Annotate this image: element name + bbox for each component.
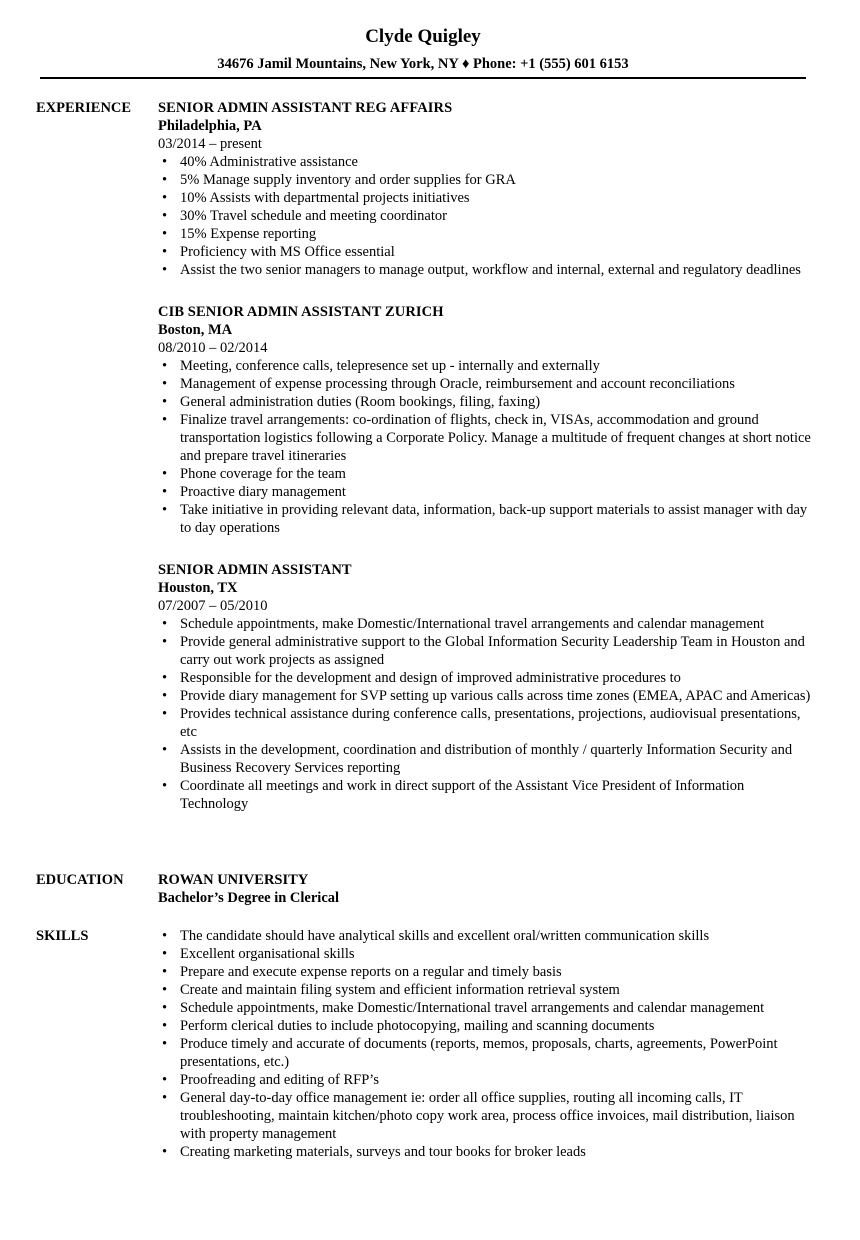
candidate-name: Clyde Quigley — [365, 26, 481, 47]
bullet-item: • General administration duties (Room bookings, filing, faxing) — [158, 393, 814, 411]
degree: Bachelor’s Degree in Clerical — [158, 890, 340, 906]
section-label-skills: SKILLS — [36, 928, 89, 944]
bullet-item: • Phone coverage for the team — [158, 465, 814, 483]
bullet-item: • Meeting, conference calls, telepresence set up - internally and externally — [158, 357, 814, 375]
bullet-item: • 30% Travel schedule and meeting coordinator — [158, 207, 814, 225]
bullet-item: • 40% Administrative assistance — [158, 153, 814, 171]
skill-item: • The candidate should have analytical skills and excellent oral/written communication skills — [158, 927, 814, 945]
bullet-item: • Proficiency with MS Office essential — [158, 243, 814, 261]
job-title: SENIOR ADMIN ASSISTANT REG AFFAIRS — [158, 100, 453, 116]
skill-item: • Schedule appointments, make Domestic/International travel arrangements and calendar management — [158, 999, 814, 1017]
job-title: SENIOR ADMIN ASSISTANT — [158, 562, 352, 578]
bullet-item: • Proactive diary management — [158, 483, 814, 501]
bullet-item: • Finalize travel arrangements: co-ordination of flights, check in, VISAs, accommodation and ground transportation logistics following a Corporate Policy. Manage a multitude of frequent changes at short notice and prepare travel itineraries — [158, 411, 814, 465]
bullet-item: • 15% Expense reporting — [158, 225, 814, 243]
bullet-item: • Provide general administrative support to the Global Information Security Leadership Team in Houston and carry out work projects as assigned — [158, 633, 814, 669]
skills-entry — [158, 927, 814, 1161]
job-entry — [158, 99, 814, 279]
bullet-item: • Schedule appointments, make Domestic/International travel arrangements and calendar management — [158, 615, 814, 633]
job-dates: 03/2014 – present — [158, 136, 262, 152]
bullet-item: • Take initiative in providing relevant data, information, back-up support materials to assist manager with day to day operations — [158, 501, 814, 537]
skill-item: • Proofreading and editing of RFP’s — [158, 1071, 814, 1089]
bullet-item: • Assists in the development, coordination and distribution of monthly / quarterly Information Security and Business Recovery Services reporting — [158, 741, 814, 777]
skill-item: • Perform clerical duties to include photocopying, mailing and scanning documents — [158, 1017, 814, 1035]
job-location: Philadelphia, PA — [158, 118, 262, 134]
resume-header — [40, 24, 806, 73]
header-divider — [40, 77, 806, 79]
bullet-item: • 10% Assists with departmental projects initiatives — [158, 189, 814, 207]
bullet-item: • Provides technical assistance during conference calls, presentations, projections, audiovisual presentations, etc — [158, 705, 814, 741]
skill-item: • General day-to-day office management ie: order all office supplies, routing all incoming calls, IT troubleshooting, maintain kitchen/photo copy work area, process office invoices, mail distribution, liaison with property management — [158, 1089, 814, 1143]
bullet-item: • 5% Manage supply inventory and order supplies for GRA — [158, 171, 814, 189]
job-dates: 07/2007 – 05/2010 — [158, 598, 268, 614]
skill-item: • Prepare and execute expense reports on a regular and timely basis — [158, 963, 814, 981]
bullet-item: • Assist the two senior managers to manage output, workflow and internal, external and regulatory deadlines — [158, 261, 814, 279]
section-label-experience: EXPERIENCE — [36, 100, 132, 116]
job-bullets — [158, 153, 814, 279]
job-title: CIB SENIOR ADMIN ASSISTANT ZURICH — [158, 304, 444, 320]
skills-list — [158, 927, 814, 1161]
job-entry — [158, 303, 814, 537]
bullet-item: • Coordinate all meetings and work in direct support of the Assistant Vice President of Information Technology — [158, 777, 814, 813]
job-location: Boston, MA — [158, 322, 233, 338]
job-bullets — [158, 357, 814, 537]
contact-line: 34676 Jamil Mountains, New York, NY ♦ Phone: +1 (555) 601 6153 — [217, 56, 629, 72]
skill-item: • Create and maintain filing system and efficient information retrieval system — [158, 981, 814, 999]
experience-list — [158, 99, 814, 837]
job-dates: 08/2010 – 02/2014 — [158, 340, 268, 356]
skill-item: • Creating marketing materials, surveys and tour books for broker leads — [158, 1143, 814, 1161]
job-bullets — [158, 615, 814, 813]
job-entry — [158, 561, 814, 813]
skill-item: • Produce timely and accurate of documents (reports, memos, proposals, charts, agreements, PowerPoint presentations, etc.) — [158, 1035, 814, 1071]
skill-item: • Excellent organisational skills — [158, 945, 814, 963]
bullet-item: • Management of expense processing through Oracle, reimbursement and account reconciliations — [158, 375, 814, 393]
school-name: ROWAN UNIVERSITY — [158, 872, 309, 888]
job-location: Houston, TX — [158, 580, 238, 596]
bullet-item: • Responsible for the development and design of improved administrative procedures to — [158, 669, 814, 687]
section-label-education: EDUCATION — [36, 872, 124, 888]
bullet-item: • Provide diary management for SVP setting up various calls across time zones (EMEA, APAC and Americas) — [158, 687, 814, 705]
education-entry — [158, 871, 814, 907]
